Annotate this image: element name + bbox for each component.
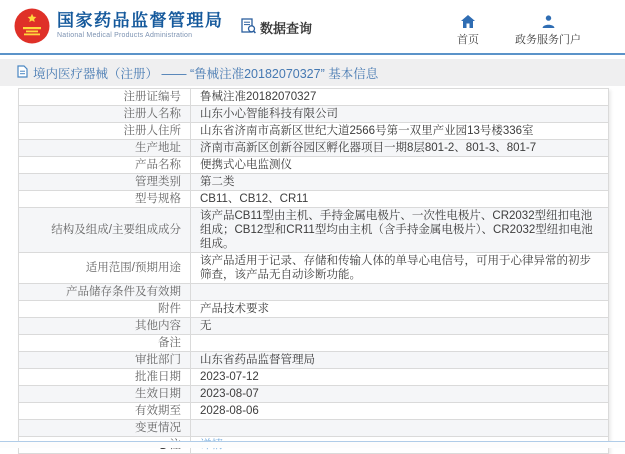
brand-subtitle: National Medical Products Administration bbox=[57, 32, 193, 39]
row-label: 生产地址 bbox=[19, 140, 191, 157]
row-label: 适用范围/预期用途 bbox=[19, 253, 191, 284]
row-label: 产品储存条件及有效期 bbox=[19, 284, 191, 301]
table-row bbox=[19, 403, 609, 420]
brand[interactable] bbox=[57, 11, 224, 39]
table-row bbox=[19, 369, 609, 386]
row-label: 批准日期 bbox=[19, 369, 191, 386]
table-row bbox=[19, 284, 609, 301]
footer-divider bbox=[0, 441, 625, 448]
national-emblem-logo bbox=[14, 8, 50, 44]
row-label: 注册证编号 bbox=[19, 89, 191, 106]
nav-home[interactable] bbox=[446, 15, 490, 47]
row-value: 济南市高新区创新谷园区孵化器项目一期8层801-2、801-3、801-7 bbox=[191, 140, 609, 157]
data-query-label: 数据查询 bbox=[260, 21, 313, 36]
row-value: 无 bbox=[191, 318, 609, 335]
nav-portal-label: 政务服务门户 bbox=[515, 34, 581, 46]
row-value: 2028-08-06 bbox=[191, 403, 609, 420]
document-search-icon bbox=[241, 18, 256, 37]
row-value: CB11、CB12、CR11 bbox=[191, 191, 609, 208]
row-value: 2023-08-07 bbox=[191, 386, 609, 403]
row-value: 产品技术要求 bbox=[191, 301, 609, 318]
nav-home-label: 首页 bbox=[457, 34, 479, 46]
table-row bbox=[19, 352, 609, 369]
user-icon bbox=[502, 15, 594, 29]
site-header bbox=[0, 0, 625, 53]
row-label: 型号规格 bbox=[19, 191, 191, 208]
header-divider bbox=[0, 53, 625, 55]
table-row bbox=[19, 123, 609, 140]
row-label: 结构及组成/主要组成成分 bbox=[19, 208, 191, 253]
row-value: 该产品CB11型由主机、手持金属电极片、一次性电极片、CR2032型纽扣电池组成；CB12型和CR11型均由主机（含手持金属电极片）、CR2032型纽扣电池组成。 bbox=[191, 208, 609, 253]
table-row bbox=[19, 191, 609, 208]
row-label: 审批部门 bbox=[19, 352, 191, 369]
row-value: 山东省济南市高新区世纪大道2566号第一双里产业园13号楼336室 bbox=[191, 123, 609, 140]
row-label: 注册人名称 bbox=[19, 106, 191, 123]
row-label: 产品名称 bbox=[19, 157, 191, 174]
row-label: 变更情况 bbox=[19, 420, 191, 437]
row-value: 山东小心智能科技有限公司 bbox=[191, 106, 609, 123]
row-value bbox=[191, 284, 609, 301]
info-table-body bbox=[19, 89, 609, 454]
section-title: 境内医疗器械（注册） —— “鲁械注准20182070327” 基本信息 bbox=[33, 66, 379, 81]
home-icon bbox=[446, 15, 490, 29]
table-row bbox=[19, 89, 609, 106]
table-row bbox=[19, 208, 609, 253]
row-value: 山东省药品监督管理局 bbox=[191, 352, 609, 369]
row-label: 有效期至 bbox=[19, 403, 191, 420]
data-query-nav[interactable] bbox=[241, 18, 312, 37]
row-value: 该产品适用于记录、存储和传输人体的单导心电信号，可用于心律异常的初步筛查，该产品无自动诊断功能。 bbox=[191, 253, 609, 284]
table-row bbox=[19, 106, 609, 123]
row-label: 注册人住所 bbox=[19, 123, 191, 140]
row-value: 2023-07-12 bbox=[191, 369, 609, 386]
row-label: 管理类别 bbox=[19, 174, 191, 191]
registration-info-table bbox=[18, 88, 609, 454]
row-value bbox=[191, 420, 609, 437]
table-row bbox=[19, 301, 609, 318]
row-value: 便携式心电监测仪 bbox=[191, 157, 609, 174]
section-title-bar bbox=[0, 59, 625, 86]
row-value bbox=[191, 335, 609, 352]
table-row bbox=[19, 174, 609, 191]
table-row bbox=[19, 318, 609, 335]
table-row bbox=[19, 386, 609, 403]
brand-title: 国家药品监督管理局 bbox=[57, 11, 224, 30]
table-row bbox=[19, 420, 609, 437]
table-row bbox=[19, 157, 609, 174]
row-label: 附件 bbox=[19, 301, 191, 318]
document-icon bbox=[17, 65, 28, 81]
row-label: 生效日期 bbox=[19, 386, 191, 403]
row-label: 其他内容 bbox=[19, 318, 191, 335]
table-row bbox=[19, 140, 609, 157]
row-value: 鲁械注准20182070327 bbox=[191, 89, 609, 106]
nav-portal[interactable] bbox=[502, 15, 594, 47]
row-label: 备注 bbox=[19, 335, 191, 352]
table-row bbox=[19, 335, 609, 352]
table-row bbox=[19, 253, 609, 284]
row-value: 第二类 bbox=[191, 174, 609, 191]
